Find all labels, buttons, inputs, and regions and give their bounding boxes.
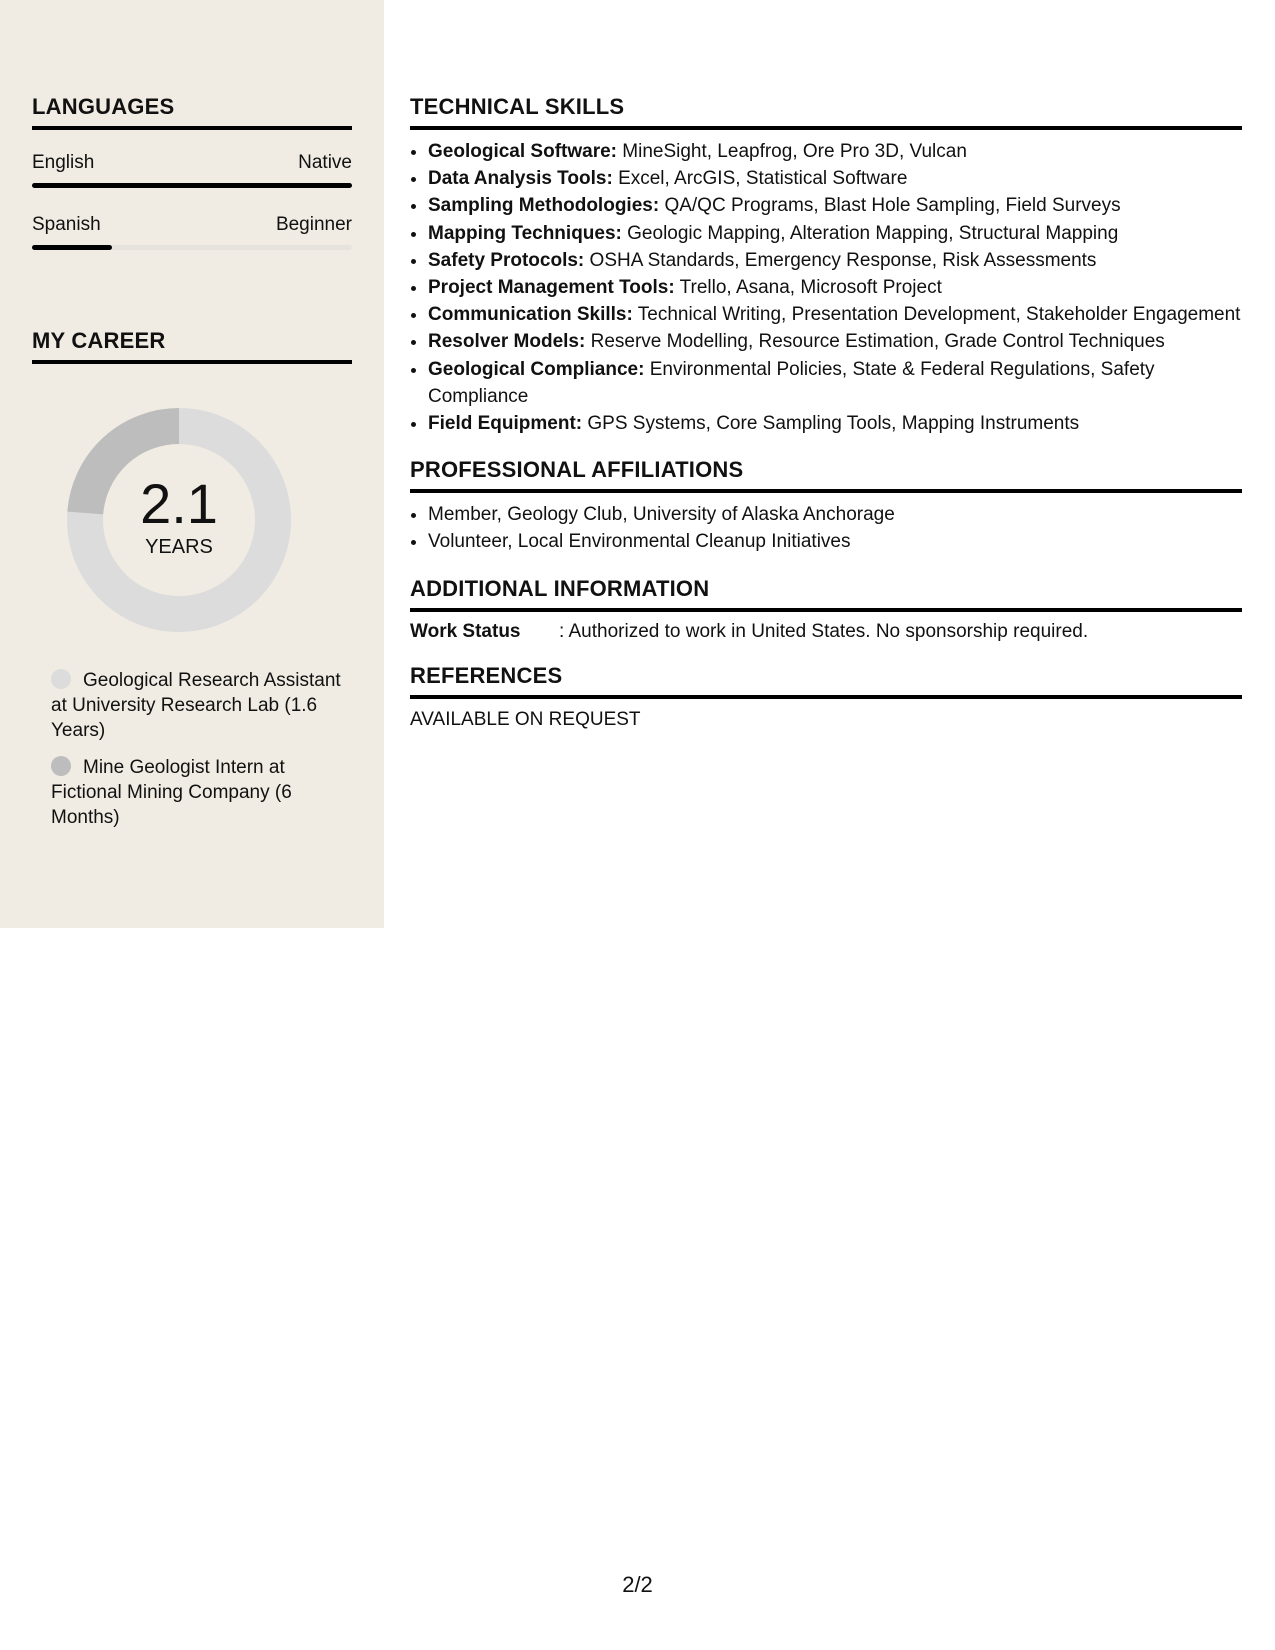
skill-value: QA/QC Programs, Blast Hole Sampling, Field Surveys [664, 195, 1121, 217]
sidebar [0, 0, 384, 928]
skill-item [428, 328, 1242, 355]
career-donut-chart [67, 408, 291, 632]
language-level: Beginner [275, 214, 352, 235]
skill-item [428, 247, 1242, 274]
skill-label: Field Equipment: [428, 413, 583, 435]
references-text: AVAILABLE ON REQUEST [410, 708, 641, 730]
page-number: 2/2 [622, 1572, 653, 1597]
skill-label: Geological Compliance: [428, 358, 645, 380]
skill-value: Geologic Mapping, Alteration Mapping, Structural Mapping [627, 222, 1119, 244]
skill-value: Environmental Policies, State & Federal Regulations, Safety Compliance [428, 358, 1155, 407]
skill-item [428, 356, 1242, 410]
career-heading: MY CAREER [32, 328, 352, 364]
work-status-row [410, 621, 1242, 643]
sidebar-content [32, 94, 352, 842]
language-proficiency-bar [32, 245, 352, 250]
skill-value: OSHA Standards, Emergency Response, Risk Assessments [589, 249, 1097, 271]
technical-skills-list [410, 138, 1242, 437]
skill-label: Resolver Models: [428, 331, 586, 353]
skill-item [428, 274, 1242, 301]
skill-value: Technical Writing, Presentation Development, Stakeholder Engagement [637, 304, 1241, 326]
language-item [32, 214, 352, 250]
language-item [32, 152, 352, 188]
language-proficiency-fill [32, 183, 352, 188]
work-status-label: Work Status [410, 620, 521, 642]
references-heading: REFERENCES [410, 663, 1242, 699]
affiliations-heading: PROFESSIONAL AFFILIATIONS [410, 457, 1242, 493]
skill-label: Data Analysis Tools: [428, 168, 613, 190]
skill-value: Reserve Modelling, Resource Estimation, Grade Control Techniques [590, 331, 1165, 353]
skill-label: Sampling Methodologies: [428, 195, 660, 217]
skill-item [428, 165, 1242, 192]
languages-heading: LANGUAGES [32, 94, 352, 130]
language-name: English [32, 152, 95, 173]
skill-value: MineSight, Leapfrog, Ore Pro 3D, Vulcan [622, 141, 967, 162]
skill-value: Trello, Asana, Microsoft Project [679, 277, 942, 299]
legend-dot-icon [51, 756, 71, 776]
affiliation-item: • Member, Geology Club, University of Alaska Anchorage [428, 501, 1242, 528]
skill-label: Safety Protocols: [428, 249, 585, 271]
skill-item [428, 410, 1242, 437]
language-level: Native [298, 152, 352, 173]
skill-item [428, 192, 1242, 219]
skill-label: Project Management Tools: [428, 277, 675, 299]
career-years-unit: YEARS [145, 536, 213, 558]
skill-label: Geological Software: [428, 141, 617, 162]
career-legend-text: Mine Geologist Intern at Fictional Mining Company (6 Months) [51, 757, 292, 828]
career-legend-item [51, 755, 341, 830]
work-status-value: : Authorized to work in United States. No sponsorship required. [559, 620, 1089, 642]
legend-dot-icon [51, 669, 71, 689]
skill-label: Mapping Techniques: [428, 222, 622, 244]
additional-info-heading: ADDITIONAL INFORMATION [410, 576, 1242, 612]
career-legend [32, 668, 341, 830]
affiliations-list [410, 501, 1242, 555]
skill-item [428, 301, 1242, 328]
skill-item [428, 138, 1242, 165]
career-legend-item [51, 668, 341, 743]
main-content [410, 94, 1242, 731]
skill-label: Communication Skills: [428, 304, 633, 326]
affiliation-item: • Volunteer, Local Environmental Cleanup Initiatives [428, 528, 1242, 555]
language-proficiency-bar [32, 183, 352, 188]
technical-skills-heading: TECHNICAL SKILLS [410, 94, 1242, 130]
language-name: Spanish [32, 214, 101, 235]
skill-item [428, 220, 1242, 247]
skill-value: GPS Systems, Core Sampling Tools, Mapping Instruments [587, 413, 1080, 435]
skill-value: Excel, ArcGIS, Statistical Software [618, 168, 908, 190]
career-total-years: 2.1 [140, 472, 218, 535]
career-legend-text: Geological Research Assistant at University Research Lab (1.6 Years) [51, 670, 341, 741]
language-proficiency-fill [32, 245, 112, 250]
